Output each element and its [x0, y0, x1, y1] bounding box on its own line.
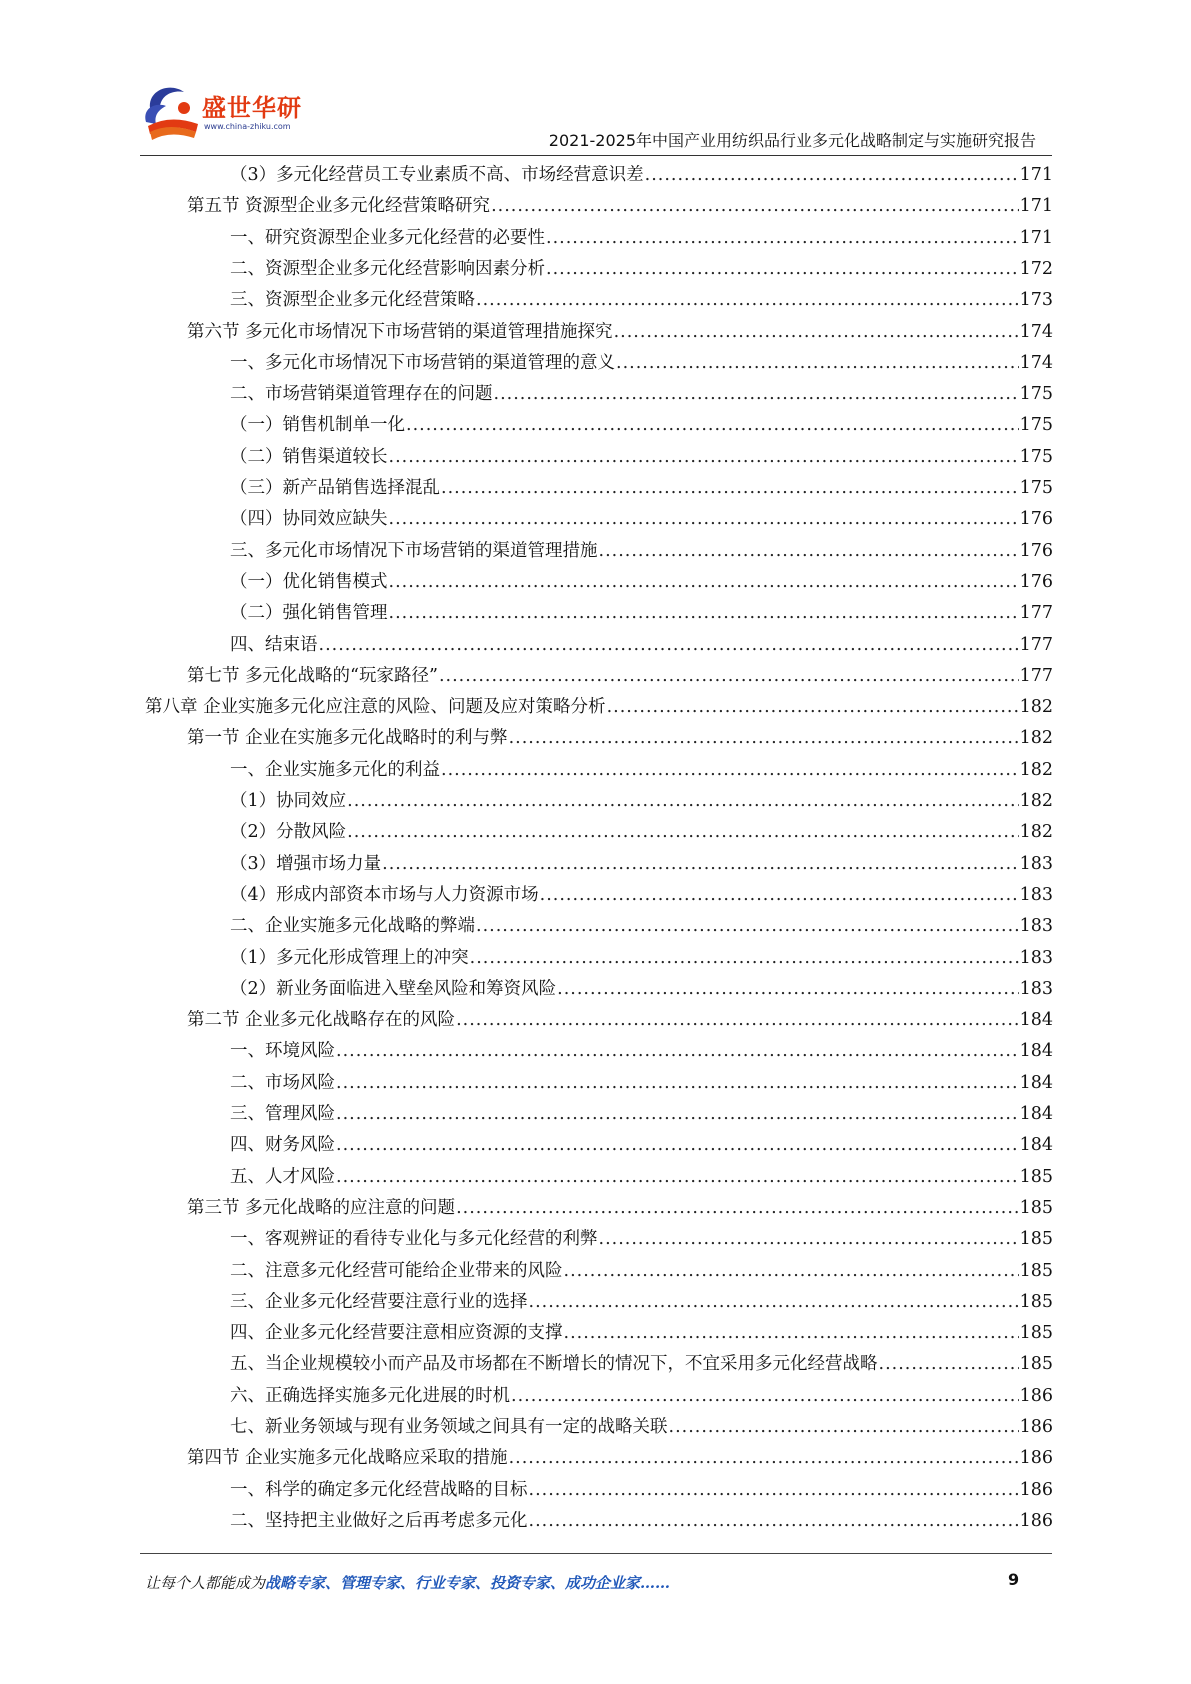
toc-entry-page: 174 — [1019, 352, 1053, 373]
toc-dot-leader — [540, 880, 1019, 911]
toc-entry-page: 186 — [1019, 1448, 1053, 1469]
toc-entry-title: 二、企业实施多元化战略的弊端 — [230, 916, 475, 937]
toc-entry[interactable] — [230, 442, 1053, 473]
toc-entry-page: 176 — [1019, 509, 1053, 530]
toc-entry[interactable] — [230, 1349, 1053, 1380]
toc-entry[interactable] — [230, 567, 1053, 598]
toc-entry-page: 186 — [1019, 1385, 1053, 1406]
toc-dot-leader — [336, 1068, 1019, 1099]
toc-entry-page: 186 — [1019, 1479, 1053, 1500]
toc-entry-page: 185 — [1019, 1197, 1053, 1218]
toc-entry-page: 182 — [1019, 759, 1053, 780]
toc-entry-title: 二、市场营销渠道管理存在的问题 — [230, 384, 493, 405]
toc-entry[interactable] — [230, 630, 1053, 661]
toc-entry[interactable] — [230, 817, 1053, 848]
footer-divider — [140, 1553, 1052, 1554]
toc-entry[interactable] — [230, 1162, 1053, 1193]
footer-slogan-roles: 战略专家、管理专家、行业专家、投资专家、成功企业家…… — [265, 1574, 671, 1592]
toc-entry[interactable] — [230, 786, 1053, 817]
toc-entry-title: 第五节 资源型企业多元化经营策略研究 — [187, 196, 491, 217]
toc-entry[interactable] — [230, 504, 1053, 535]
toc-entry-title: 一、环境风险 — [230, 1041, 335, 1062]
toc-entry-title: （三）新产品销售选择混乱 — [230, 478, 440, 498]
logo-emblem-icon — [140, 82, 202, 142]
toc-entry[interactable] — [187, 723, 1053, 754]
toc-dot-leader — [529, 1506, 1019, 1537]
toc-entry-title: 三、资源型企业多元化经营策略 — [230, 290, 475, 311]
toc-dot-leader — [336, 1036, 1019, 1067]
toc-entry[interactable] — [230, 1475, 1053, 1506]
header-divider — [140, 155, 1052, 156]
toc-dot-leader — [456, 1005, 1019, 1036]
toc-entry-title: 一、研究资源型企业多元化经营的必要性 — [230, 227, 545, 248]
toc-entry-page: 186 — [1019, 1417, 1053, 1437]
toc-entry-title: 二、坚持把主业做好之后再考虑多元化 — [230, 1510, 528, 1531]
page-header — [0, 0, 1191, 160]
toc-entry-title: （二）销售渠道较长 — [230, 446, 388, 467]
toc-entry[interactable] — [230, 1287, 1053, 1318]
toc-entry[interactable] — [230, 285, 1053, 316]
toc-entry[interactable] — [230, 598, 1053, 629]
company-logo — [140, 82, 320, 146]
toc-dot-leader — [476, 285, 1019, 316]
toc-entry[interactable] — [187, 1193, 1053, 1224]
toc-dot-leader — [382, 849, 1018, 880]
toc-entry-page: 184 — [1019, 1010, 1053, 1031]
toc-entry-title: （4）形成内部资本市场与人力资源市场 — [230, 884, 539, 905]
toc-entry[interactable] — [230, 348, 1053, 379]
toc-dot-leader — [511, 1381, 1019, 1412]
toc-entry[interactable] — [230, 223, 1053, 254]
toc-dot-leader — [494, 379, 1019, 410]
toc-dot-leader — [607, 692, 1019, 723]
toc-entry-page: 174 — [1019, 321, 1053, 342]
toc-entry-page: 185 — [1019, 1166, 1053, 1187]
toc-entry[interactable] — [230, 1318, 1053, 1349]
toc-dot-leader — [564, 1256, 1019, 1287]
toc-entry[interactable] — [230, 1224, 1053, 1255]
toc-dot-leader — [599, 1224, 1019, 1255]
toc-entry-title: （3）多元化经营员工专业素质不高、市场经营意识差 — [230, 165, 644, 185]
toc-entry[interactable] — [230, 1506, 1053, 1537]
toc-entry[interactable] — [230, 473, 1053, 504]
toc-entry-title: 第一节 企业在实施多元化战略时的利与弊 — [187, 728, 508, 749]
toc-entry-page: 177 — [1019, 603, 1053, 624]
toc-dot-leader — [389, 504, 1019, 535]
toc-entry-title: （1）协同效应 — [230, 791, 347, 811]
toc-entry-page: 175 — [1019, 478, 1053, 498]
toc-entry[interactable] — [230, 1412, 1053, 1443]
toc-dot-leader — [645, 160, 1019, 191]
toc-dot-leader — [406, 410, 1019, 441]
toc-entry[interactable] — [230, 1036, 1053, 1067]
toc-entry-title: 一、客观辨证的看待专业化与多元化经营的利弊 — [230, 1229, 598, 1250]
toc-dot-leader — [669, 1412, 1019, 1443]
toc-dot-leader — [546, 254, 1019, 285]
toc-entry-title: （3）增强市场力量 — [230, 853, 382, 874]
toc-dot-leader — [439, 661, 1019, 692]
toc-entry-page: 182 — [1019, 822, 1053, 843]
toc-entry-page: 177 — [1019, 634, 1053, 655]
toc-entry-title: 三、管理风险 — [230, 1104, 335, 1124]
toc-entry-page: 183 — [1019, 978, 1053, 999]
toc-entry-title: 一、多元化市场情况下市场营销的渠道管理的意义 — [230, 352, 615, 373]
toc-entry[interactable] — [230, 254, 1053, 285]
toc-entry[interactable] — [187, 1443, 1053, 1474]
toc-entry-page: 185 — [1019, 1354, 1053, 1375]
toc-entry[interactable] — [230, 974, 1053, 1005]
footer-slogan — [145, 1572, 670, 1593]
toc-entry-page: 185 — [1019, 1323, 1053, 1344]
toc-entry-page: 171 — [1019, 196, 1053, 217]
toc-entry-title: 四、财务风险 — [230, 1135, 335, 1156]
toc-entry-page: 176 — [1019, 540, 1053, 561]
toc-dot-leader — [557, 974, 1018, 1005]
toc-entry-page: 184 — [1019, 1104, 1053, 1124]
toc-entry-page: 185 — [1019, 1260, 1053, 1281]
toc-dot-leader — [336, 1099, 1019, 1130]
toc-entry-title: 二、市场风险 — [230, 1072, 335, 1093]
toc-entry-page: 185 — [1019, 1291, 1053, 1312]
toc-entry-page: 184 — [1019, 1072, 1053, 1093]
logo-url: www.china-zhiku.com — [204, 122, 291, 131]
toc-entry-page: 173 — [1019, 290, 1053, 311]
toc-entry[interactable] — [230, 1068, 1053, 1099]
toc-entry-title: （2）分散风险 — [230, 822, 347, 843]
toc-entry-page: 171 — [1019, 165, 1053, 185]
toc-entry-title: （二）强化销售管理 — [230, 603, 388, 624]
toc-dot-leader — [441, 755, 1019, 786]
toc-entry-title: 第二节 企业多元化战略存在的风险 — [187, 1010, 456, 1031]
toc-dot-leader — [441, 473, 1019, 504]
toc-entry[interactable] — [230, 1130, 1053, 1161]
toc-entry-title: 一、科学的确定多元化经营战略的目标 — [230, 1479, 528, 1500]
toc-entry-title: （2）新业务面临进入壁垒风险和筹资风险 — [230, 978, 557, 999]
toc-entry-title: 二、资源型企业多元化经营影响因素分析 — [230, 258, 545, 279]
toc-entry[interactable] — [230, 755, 1053, 786]
toc-entry[interactable] — [230, 379, 1053, 410]
toc-entry-title: 四、结束语 — [230, 634, 318, 655]
toc-entry-page: 184 — [1019, 1041, 1053, 1062]
toc-entry-page: 172 — [1019, 258, 1053, 279]
toc-entry-title: 四、企业多元化经营要注意相应资源的支撑 — [230, 1323, 563, 1344]
toc-entry-page: 183 — [1019, 947, 1053, 968]
toc-entry[interactable] — [187, 1005, 1053, 1036]
toc-entry-page: 175 — [1019, 415, 1053, 436]
toc-entry-title: 三、企业多元化经营要注意行业的选择 — [230, 1291, 528, 1312]
toc-entry-page: 185 — [1019, 1229, 1053, 1250]
toc-entry-page: 183 — [1019, 884, 1053, 905]
toc-entry-title: 第八章 企业实施多元化应注意的风险、问题及应对策略分析 — [145, 697, 606, 718]
toc-entry[interactable] — [145, 692, 1053, 723]
toc-entry-title: （一）销售机制单一化 — [230, 415, 405, 436]
toc-entry[interactable] — [230, 410, 1053, 441]
toc-entry-page: 184 — [1019, 1135, 1053, 1156]
logo-name: 盛世华研 — [202, 94, 302, 122]
toc-entry-page: 175 — [1019, 384, 1053, 405]
toc-dot-leader — [564, 1318, 1019, 1349]
toc-dot-leader — [336, 1130, 1019, 1161]
toc-dot-leader — [546, 223, 1019, 254]
toc-entry[interactable] — [230, 849, 1053, 880]
page-number: 9 — [1008, 1570, 1020, 1589]
toc-entry-title: 第三节 多元化战略的应注意的问题 — [187, 1197, 456, 1218]
toc-entry-page: 182 — [1019, 791, 1053, 811]
toc-dot-leader — [529, 1475, 1019, 1506]
toc-dot-leader — [616, 348, 1019, 379]
toc-entry-title: （1）多元化形成管理上的冲突 — [230, 947, 469, 968]
toc-entry-title: 第四节 企业实施多元化战略应采取的措施 — [187, 1448, 508, 1469]
toc-entry[interactable] — [230, 880, 1053, 911]
toc-dot-leader — [470, 943, 1019, 974]
toc-entry-page: 176 — [1019, 571, 1053, 592]
toc-entry-title: 七、新业务领域与现有业务领域之间具有一定的战略关联 — [230, 1417, 668, 1437]
toc-entry-title: 五、当企业规模较小而产品及市场都在不断增长的情况下，不宜采用多元化经营战略 — [230, 1354, 878, 1375]
toc-entry-page: 183 — [1019, 916, 1053, 937]
toc-entry[interactable] — [187, 317, 1053, 348]
toc-entry-page: 183 — [1019, 853, 1053, 874]
toc-dot-leader — [509, 723, 1019, 754]
toc-dot-leader — [509, 1443, 1019, 1474]
toc-entry[interactable] — [230, 1256, 1053, 1287]
toc-entry-title: 二、注意多元化经营可能给企业带来的风险 — [230, 1260, 563, 1281]
toc-entry-title: 第七节 多元化战略的“玩家路径” — [187, 665, 438, 686]
toc-entry[interactable] — [230, 1381, 1053, 1412]
toc-dot-leader — [529, 1287, 1019, 1318]
toc-entry-title: 六、正确选择实施多元化进展的时机 — [230, 1385, 510, 1406]
toc-entry-page: 177 — [1019, 665, 1053, 686]
toc-dot-leader — [456, 1193, 1019, 1224]
footer-slogan-lead: 让每个人都能成为 — [145, 1574, 266, 1592]
toc-entry-page: 175 — [1019, 446, 1053, 467]
toc-dot-leader — [491, 191, 1019, 222]
toc-entry-page: 186 — [1019, 1510, 1053, 1531]
toc-dot-leader — [614, 317, 1019, 348]
toc-dot-leader — [599, 536, 1019, 567]
toc-entry-title: 第六节 多元化市场情况下市场营销的渠道管理措施探究 — [187, 321, 613, 342]
toc-dot-leader — [879, 1349, 1019, 1380]
toc-entry-title: （一）优化销售模式 — [230, 571, 388, 592]
toc-dot-leader — [347, 817, 1018, 848]
toc-entry[interactable] — [230, 160, 1053, 191]
toc-entry[interactable] — [230, 536, 1053, 567]
toc-dot-leader — [347, 786, 1018, 817]
toc-dot-leader — [389, 567, 1019, 598]
toc-entry[interactable] — [230, 911, 1053, 942]
toc-entry-title: 一、企业实施多元化的利益 — [230, 759, 440, 780]
toc-entry-page: 182 — [1019, 728, 1053, 749]
toc-entry[interactable] — [187, 661, 1053, 692]
toc-entry-title: 五、人才风险 — [230, 1166, 335, 1187]
toc-entry-page: 182 — [1019, 697, 1053, 718]
toc-entry-title: （四）协同效应缺失 — [230, 509, 388, 530]
report-title: 2021-2025年中国产业用纺织品行业多元化战略制定与实施研究报告 — [548, 131, 1036, 150]
toc-dot-leader — [336, 1162, 1019, 1193]
toc-dot-leader — [319, 630, 1019, 661]
toc-dot-leader — [476, 911, 1019, 942]
toc-entry-title: 三、多元化市场情况下市场营销的渠道管理措施 — [230, 540, 598, 561]
toc-entry[interactable] — [230, 943, 1053, 974]
toc-dot-leader — [389, 442, 1019, 473]
toc-entry-page: 171 — [1019, 227, 1053, 248]
toc-entry[interactable] — [187, 191, 1053, 222]
toc-dot-leader — [389, 598, 1019, 629]
toc-entry[interactable] — [230, 1099, 1053, 1130]
